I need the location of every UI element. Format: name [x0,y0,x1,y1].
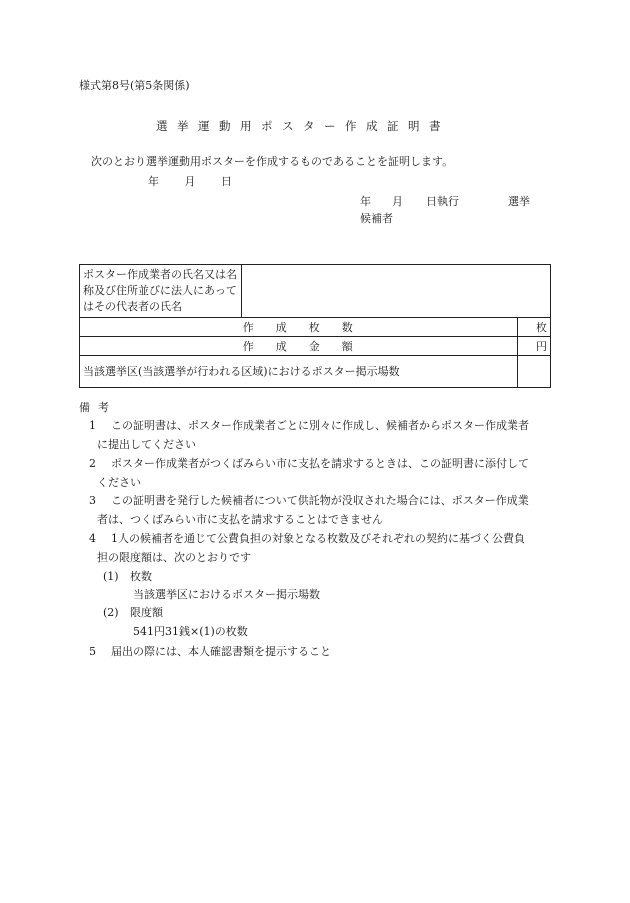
quantity-label: 作成枚数 [80,318,518,337]
remark-item-5: 5 届出の際には、本人確認書類を提示すること [89,645,331,658]
table-row [80,356,551,388]
certificate-table [79,264,551,388]
table-row [80,265,551,318]
amount-unit: 円 [518,337,551,356]
poster-board-count-label: 当該選挙区(当該選挙が行われる区域)におけるポスター掲示場数 [80,356,518,388]
table-row [80,337,551,356]
election-execution-line [360,196,530,207]
remark-item-4: 4 1人の候補者を通じて公費負担の対象となる枚数及びそれぞれの契約に基づく公費負 担の限度額は、次のとおりです [89,532,525,564]
exec-month: 月 [392,195,403,208]
election-label: 選挙 [508,195,530,208]
sub-item-2-body: 541円31銭×(1)の枚数 [133,625,248,638]
exec-year: 年 [360,195,371,208]
quantity-unit: 枚 [518,318,551,337]
document-title: 選挙運動用ポスター作成証明書 [156,119,450,133]
producer-name-field [242,265,551,318]
certification-statement: 次のとおり選挙運動用ポスターを作成するものであることを証明します。 [91,155,454,168]
sub-item-1-body: 当該選挙区におけるポスター掲示場数 [133,588,320,601]
certification-date: 年 月 日 [148,175,232,188]
sub-item-2-heading: (2) 限度額 [103,606,163,619]
candidate-label: 候補者 [360,212,393,225]
exec-day: 日執行 [426,195,459,208]
poster-board-count-field [518,356,551,388]
amount-label: 作成金額 [80,337,518,356]
remark-item-1: 1 この証明書は、ポスター作成業者ごとに別々に作成し、候補者からポスター作成業者 に提出してください [89,419,529,451]
table-row [80,318,551,337]
remark-item-3: 3 この証明書を発行した候補者について供託物が没収された場合には、ポスター作成業 者は、つくばみらい市に支払を請求することはできません [89,494,529,526]
producer-name-label: ポスター作成業者の氏名又は名称及び住所並びに法人にあってはその代表者の氏名 [80,265,242,318]
remark-item-2: 2 ポスター作成業者がつくばみらい市に支払を請求するときは、この証明書に添付して ください [89,457,529,489]
form-number: 様式第8号(第5条関係) [79,79,190,92]
remarks-heading: 備考 [79,401,117,414]
sub-item-1-heading: (1) 枚数 [103,570,152,583]
